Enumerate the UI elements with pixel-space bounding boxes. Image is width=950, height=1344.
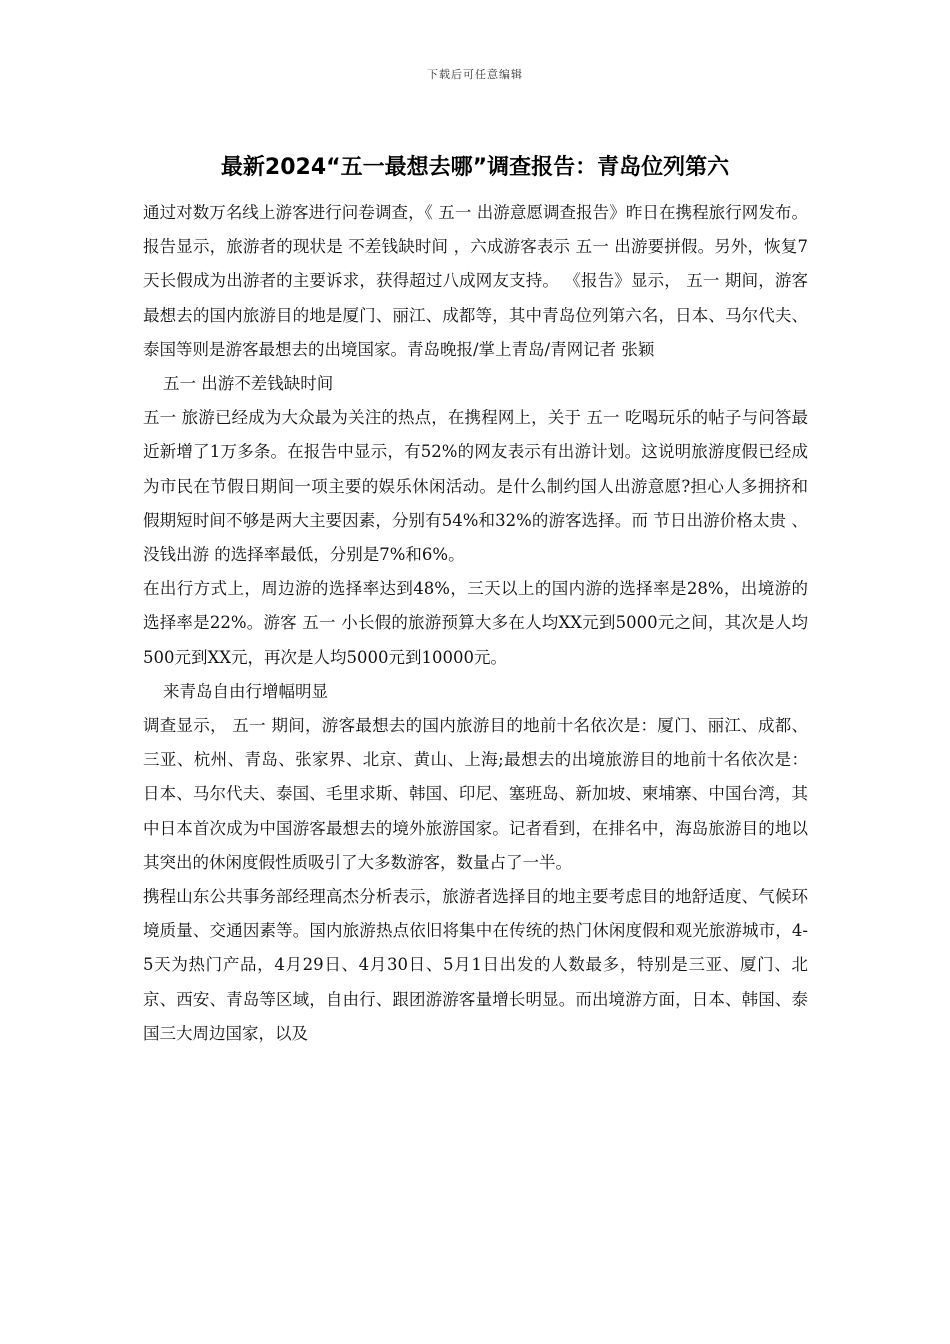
paragraph-travel-modes: 在出行方式上，周边游的选择率达到48%，三天以上的国内游的选择率是28%，出境游的选择率是22%。游客 五一 小长假的旅游预算大多在人均XX元到5000元之间，其次是人均500元到XX元，再次是人均5000元到10000元。 [143, 579, 808, 667]
paragraph-top-destinations: 调查显示， 五一 期间，游客最想去的国内旅游目的地前十名依次是：厦门、丽江、成都、三亚、杭州、青岛、张家界、北京、黄山、上海;最想去的出境旅游目的地前十名依次是：日本、马尔代夫、泰国、毛里求斯、韩国、印尼、塞班岛、新加坡、柬埔寨、中国台湾，其中日本首次成为中国游客最想去的境外旅游国家。记者看到，在排名中，海岛旅游目的地以其突出的休闲度假性质吸引了大多数游客，数量占了一半。 [143, 716, 808, 872]
intro-paragraph: 通过对数万名线上游客进行问卷调查，《 五一 出游意愿调查报告》昨日在携程旅行网发布。报告显示，旅游者的现状是 不差钱缺时间 ，六成游客表示 五一 出游要拼假。另外，恢复7天长假成为出游者的主要诉求，获得超过八成网友支持。 《报告》显示， 五一 期间，游客最想去的国内旅游目的地是厦门、丽江、成都等，其中青岛位列第六名，日本、马尔代夫、泰国等则是游客最想去的出境国家。青岛晚报/掌上青岛/青网记者 张颖 [143, 203, 808, 359]
document-body [143, 196, 808, 1051]
paragraph-holiday-travel: 五一 旅游已经成为大众最为关注的热点，在携程网上，关于 五一 吃喝玩乐的帖子与问答最近新增了1万多条。在报告中显示，有52%的网友表示有出游计划。这说明旅游度假已经成为市民在节假日期间一项主要的娱乐休闲活动。是什么制约国人出游意愿?担心人多拥挤和假期短时间不够是两大主要因素，分别有54%和32%的游客选择。而 节日出游价格太贵 、 没钱出游 的选择率最低，分别是7%和6%。 [143, 408, 808, 565]
section-heading-qingdao-growth: 来青岛自由行增幅明显 [163, 681, 328, 701]
paragraph-analysis: 携程山东公共事务部经理高杰分析表示，旅游者选择目的地主要考虑目的地舒适度、气候环境质量、交通因素等。国内旅游热点依旧将集中在传统的热门休闲度假和观光旅游城市，4-5天为热门产品，4月29日、4月30日、5月1日出发的人数最多，特别是三亚、厦门、北京、西安、青岛等区域，自由行、跟团游游客量增长明显。而出境游方面，日本、韩国、泰国三大周边国家，以及 [143, 887, 808, 1043]
section-heading-no-money-issue: 五一 出游不差钱缺时间 [163, 374, 334, 394]
document-title: 最新2024“五一最想去哪”调查报告：青岛位列第六 [220, 155, 730, 180]
page-header: 下载后可任意编辑 [427, 68, 523, 81]
